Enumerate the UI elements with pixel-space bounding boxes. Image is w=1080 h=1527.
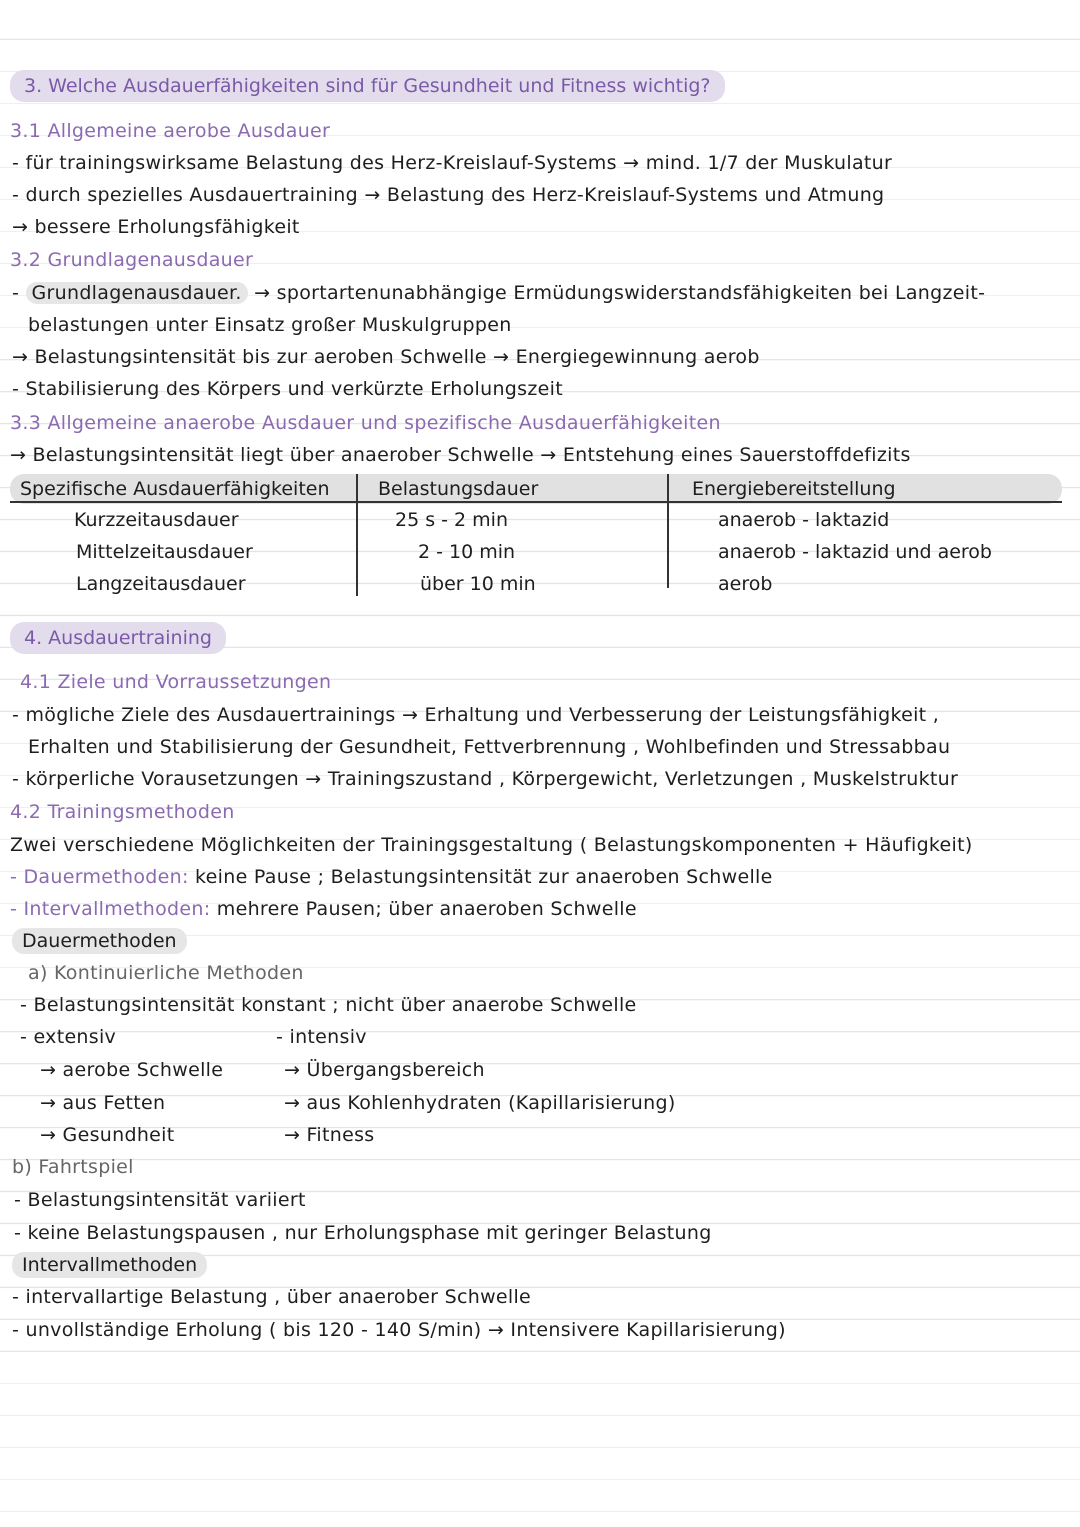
section-4-heading-text: 4. Ausdauertraining (24, 627, 212, 649)
a-int-3: → Fitness (284, 1124, 375, 1146)
table-col-divider-2 (667, 474, 669, 588)
table-header-cell: Belastungsdauer (378, 478, 539, 500)
a-line-1: - Belastungsintensität konstant ; nicht über anaerobe Schwelle (20, 994, 637, 1016)
s42-intervall-label: - Intervallmethoden: (10, 898, 211, 920)
s32-line-1-rest: → sportartenunabhängige Ermüdungswiderstandsfähigkeiten bei Langzeit- (254, 282, 986, 304)
s41-line-1: - mögliche Ziele des Ausdauertrainings → Erhaltung und Verbesserung der Leistungsfähigkeit , (12, 704, 940, 726)
s42-title: 4.2 Trainingsmethoden (10, 801, 235, 823)
s41-title: 4.1 Ziele und Vorraussetzungen (20, 671, 332, 693)
s32-line-4: - Stabilisierung des Körpers und verkürzte Erholungszeit (12, 378, 563, 400)
table-cell: Kurzzeitausdauer (74, 509, 239, 531)
table-header-cell: Energiebereitstellung (692, 478, 896, 500)
i-line-2: - unvollständige Erholung ( bis 120 - 140 S/min) → Intensivere Kapillarisierung) (12, 1319, 786, 1341)
section-4-heading (10, 622, 226, 654)
b-line-1: - Belastungsintensität variiert (14, 1189, 306, 1211)
table-cell: Langzeitausdauer (76, 573, 246, 595)
a-ext-2: → aus Fetten (40, 1092, 166, 1114)
a-title: a) Kontinuierliche Methoden (28, 962, 304, 984)
a-intensiv: - intensiv (276, 1026, 367, 1048)
b-title: b) Fahrtspiel (12, 1156, 134, 1178)
s32-line-1 (12, 280, 985, 306)
table-cell: 25 s - 2 min (395, 509, 509, 531)
s31-title: 3.1 Allgemeine aerobe Ausdauer (10, 120, 331, 142)
intervallmethoden-heading: Intervallmethoden (12, 1252, 207, 1278)
s32-bullet: - (12, 282, 26, 304)
s32-line-2: belastungen unter Einsatz großer Muskulgruppen (28, 314, 512, 336)
s41-line-2: Erhalten und Stabilisierung der Gesundheit, Fettverbrennung , Wohlbefinden und Stressabbau (28, 736, 951, 758)
s32-title: 3.2 Grundlagenausdauer (10, 249, 254, 271)
a-extensiv: - extensiv (20, 1026, 117, 1048)
s31-line-3: → bessere Erholungsfähigkeit (12, 216, 300, 238)
s33-title: 3.3 Allgemeine anaerobe Ausdauer und spezifische Ausdauerfähigkeiten (10, 412, 721, 434)
table-col-divider-1 (356, 474, 358, 596)
s33-line-1: → Belastungsintensität liegt über anaerober Schwelle → Entstehung eines Sauerstoffdefizits (10, 444, 911, 466)
s42-intervall-line (10, 896, 637, 922)
table-cell: anaerob - laktazid (718, 509, 890, 531)
table-cell: 2 - 10 min (418, 541, 516, 563)
s32-line-3: → Belastungsintensität bis zur aeroben Schwelle → Energiegewinnung aerob (12, 346, 760, 368)
s42-intervall-rest: mehrere Pausen; über anaeroben Schwelle (216, 898, 637, 920)
s42-dauer-rest: keine Pause ; Belastungsintensität zur anaeroben Schwelle (195, 866, 773, 888)
a-int-2: → aus Kohlenhydraten (Kapillarisierung) (284, 1092, 676, 1114)
section-3-heading-text: 3. Welche Ausdauerfähigkeiten sind für Gesundheit und Fitness wichtig? (24, 75, 711, 97)
section-3-heading (10, 70, 725, 102)
table-cell: über 10 min (420, 573, 536, 595)
s32-term: Grundlagenausdauer. (26, 282, 248, 304)
s42-dauer-label: - Dauermethoden: (10, 866, 189, 888)
s42-line-1: Zwei verschiedene Möglichkeiten der Trainingsgestaltung ( Belastungskomponenten + Häufigkeit) (10, 834, 973, 856)
i-line-1: - intervallartige Belastung , über anaerober Schwelle (12, 1286, 532, 1308)
table-header-cell: Spezifische Ausdauerfähigkeiten (20, 478, 330, 500)
a-ext-1: → aerobe Schwelle (40, 1059, 224, 1081)
table-cell: anaerob - laktazid und aerob (718, 541, 992, 563)
b-line-2: - keine Belastungspausen , nur Erholungsphase mit geringer Belastung (14, 1222, 712, 1244)
s42-dauer-line (10, 864, 773, 890)
dauermethoden-heading: Dauermethoden (12, 928, 187, 954)
table-cell: aerob (718, 573, 773, 595)
s31-line-2: - durch spezielles Ausdauertraining → Belastung des Herz-Kreislauf-Systems und Atmung (12, 184, 885, 206)
s41-line-3: - körperliche Vorausetzungen → Trainingszustand , Körpergewicht, Verletzungen , Muskelstruktur (12, 768, 959, 790)
table-cell: Mittelzeitausdauer (76, 541, 253, 563)
s31-line-1: - für trainingswirksame Belastung des Herz-Kreislauf-Systems → mind. 1/7 der Muskulatur (12, 152, 893, 174)
a-ext-3: → Gesundheit (40, 1124, 175, 1146)
a-int-1: → Übergangsbereich (284, 1059, 485, 1081)
